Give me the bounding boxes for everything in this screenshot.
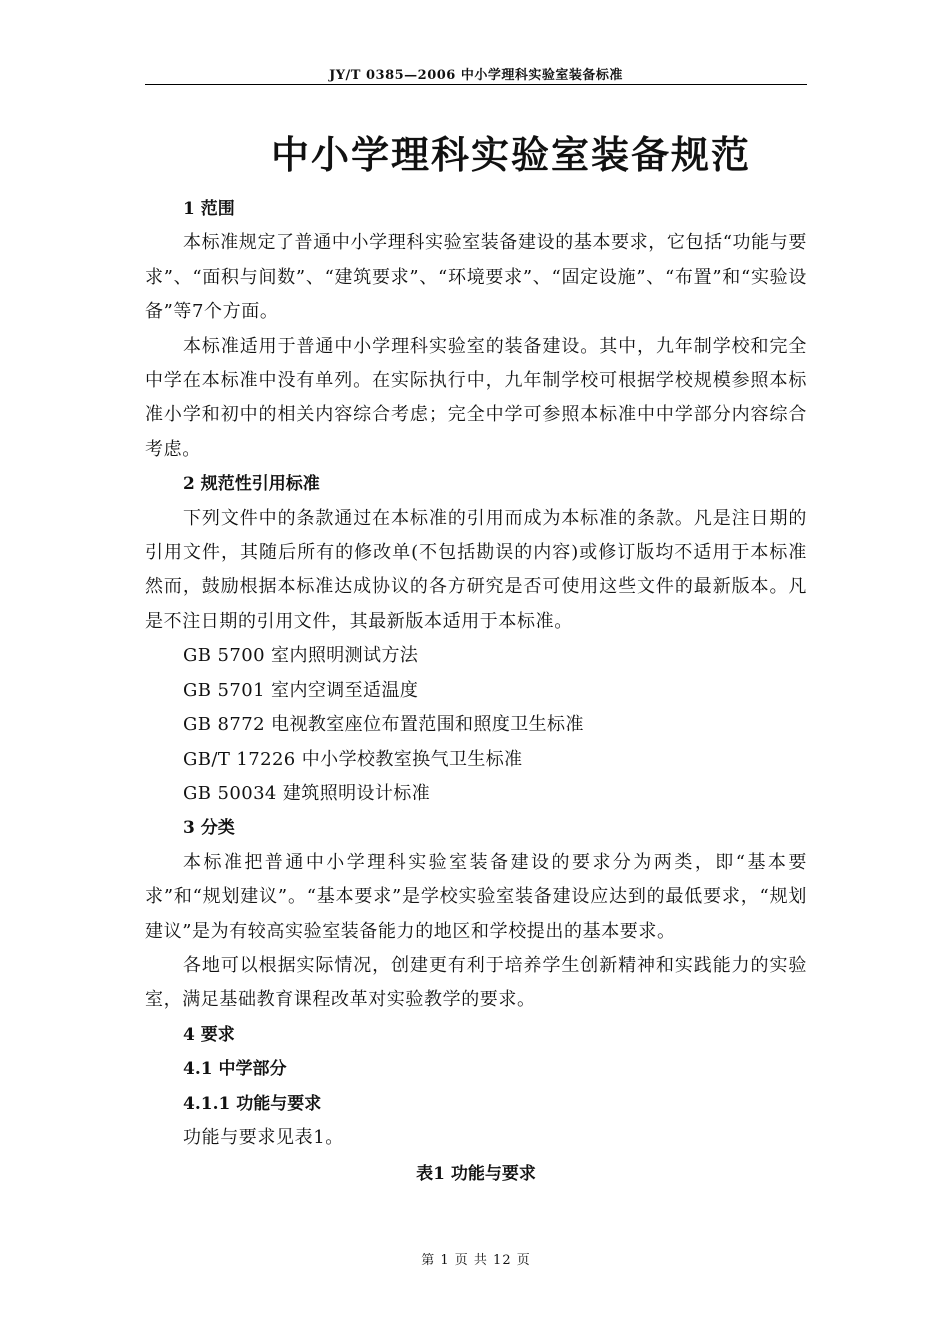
- table-caption: 表1 功能与要求: [416, 1164, 536, 1185]
- section-heading-normative-references: 2 规范性引用标准: [183, 474, 320, 495]
- reference-item: GB 50034 建筑照明设计标准: [183, 782, 431, 804]
- reference-item: GB 5701 室内空调至适温度: [183, 679, 419, 701]
- document-body: [145, 192, 807, 1192]
- section-heading-requirements: 4 要求: [183, 1024, 235, 1045]
- running-header: JY/T 0385—2006 中小学理科实验室装备标准: [329, 68, 623, 83]
- reference-item: GB/T 17226 中小学校教室换气卫生标准: [183, 748, 523, 770]
- paragraph: 本标准规定了普通中小学理科实验室装备建设的基本要求，它包括“功能与要求”、“面积与间数”、“建筑要求”、“环境要求”、“固定设施”、“布置”和“实验设备”等7个方面。: [145, 232, 807, 323]
- page-number-footer: 第 1 页 共 12 页: [421, 1253, 531, 1268]
- header-rule: [145, 84, 807, 85]
- subsection-heading-middle-school: 4.1 中学部分: [183, 1059, 287, 1080]
- section-heading-scope: 1 范围: [183, 199, 235, 219]
- paragraph: 本标准把普通中小学理科实验室装备建设的要求分为两类，即“基本要求”和“规划建议”。“基本要求”是学校实验室装备建设应达到的最低要求，“规划建议”是为有较高实验室装备能力的地区和学校提出的基本要求。: [145, 851, 807, 942]
- paragraph: 本标准适用于普通中小学理科实验室的装备建设。其中，九年制学校和完全中学在本标准中没有单列。在实际执行中，九年制学校可根据学校规模参照本标准小学和初中的相关内容综合考虑；完全中学可参照本标准中中学部分内容综合考虑。: [145, 335, 807, 460]
- document-title: 中小学理科实验室装备规范: [270, 132, 751, 177]
- reference-item: GB 8772 电视教室座位布置范围和照度卫生标准: [183, 714, 584, 736]
- paragraph: 下列文件中的条款通过在本标准的引用而成为本标准的条款。凡是注日期的引用文件，其随后所有的修改单(不包括勘误的内容)或修订版均不适用于本标准然而，鼓励根据本标准达成协议的各方研究是否可使用这些文件的最新版本。凡是不注日期的引用文件，其最新版本适用于本标准。: [145, 507, 807, 632]
- paragraph: 功能与要求见表1。: [183, 1126, 344, 1148]
- section-heading-classification: 3 分类: [183, 818, 235, 839]
- paragraph: 各地可以根据实际情况，创建更有利于培养学生创新精神和实践能力的实验室，满足基础教育课程改革对实验教学的要求。: [145, 954, 807, 1011]
- reference-item: GB 5700 室内照明测试方法: [183, 645, 419, 667]
- subsection-heading-function: 4.1.1 功能与要求: [183, 1093, 322, 1114]
